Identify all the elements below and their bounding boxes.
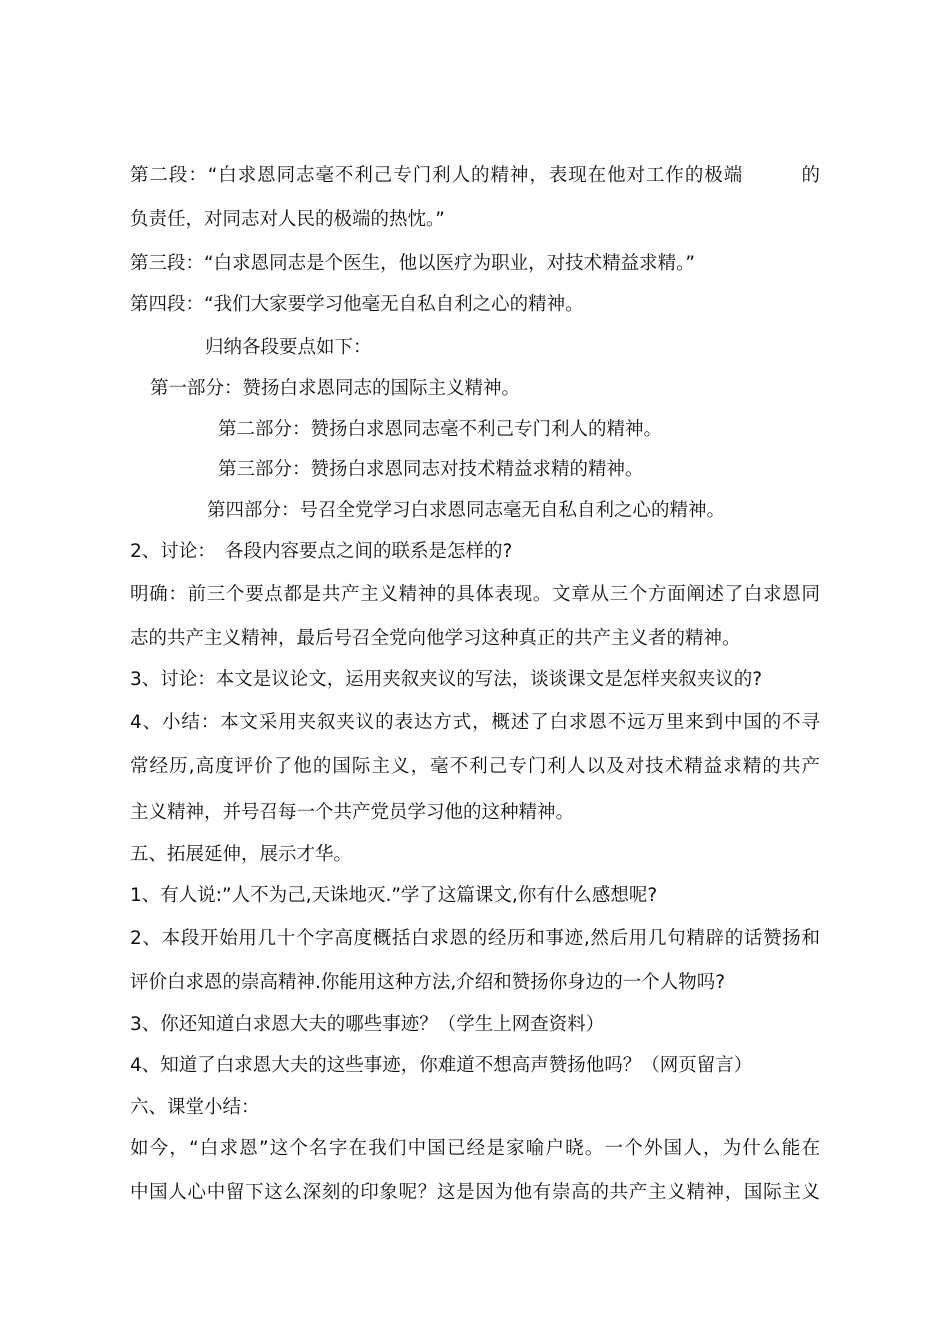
- extension-3: 3、你还知道白求恩大夫的哪些事迹？（学生上网查资料）: [130, 1014, 605, 1035]
- summary-line-1: 4、小结：本文采用夹叙夹议的表达方式，概述了白求恩不远万里来到中国的不寻: [130, 712, 820, 733]
- summary-heading: 归纳各段要点如下：: [205, 337, 372, 358]
- section-6-heading: 六、课堂小结：: [130, 1097, 260, 1118]
- extension-1: 1、有人说:”人不为己,天诛地灭.”学了这篇课文,你有什么感想呢?: [130, 885, 658, 906]
- part-4: 第四部分：号召全党学习白求恩同志毫无自私自利之心的精神。: [207, 500, 726, 521]
- extension-2-line-1: 2、本段开始用几十个字高度概括白求恩的经历和事迹,然后用几句精辟的话赞扬和: [130, 928, 820, 949]
- paragraph-4: 第四段：“我们大家要学习他毫无自私自利之心的精神。: [130, 294, 584, 315]
- part-3: 第三部分：赞扬白求恩同志对技术精益求精的精神。: [218, 459, 644, 480]
- extension-4: 4、知道了白求恩大夫的这些事迹，你难道不想高声赞扬他吗？（网页留言）: [130, 1055, 753, 1076]
- part-1: 第一部分：赞扬白求恩同志的国际主义精神。: [150, 378, 521, 399]
- paragraph-3: 第三段：“白求恩同志是个医生，他以医疗为职业，对技术精益求精。”: [130, 253, 695, 274]
- part-2: 第二部分：赞扬白求恩同志毫不利己专门利人的精神。: [218, 419, 663, 440]
- extension-2-line-2: 评价白求恩的崇高精神.你能用这种方法,介绍和赞扬你身边的一个人物吗?: [130, 972, 726, 993]
- summary-line-2: 常经历,高度评价了他的国际主义，毫不利己专门利人以及对技术精益求精的共产: [130, 756, 820, 777]
- conclusion-line-1: 如今，“白求恩”这个名字在我们中国已经是家喻户晓。一个外国人，为什么能在: [130, 1138, 820, 1159]
- discussion-3: 3、讨论：本文是议论文，运用夹叙夹议的写法，谈谈课文是怎样夹叙夹议的?: [130, 669, 763, 690]
- summary-line-3: 主义精神，并号召每一个共产党员学习他的这种精神。: [130, 802, 575, 823]
- paragraph-2-line-1: 第二段：“白求恩同志毫不利己专门利人的精神，表现在他对工作的极端 的: [130, 165, 820, 186]
- clarify-line-2: 志的共产主义精神，最后号召全党向他学习这种真正的共产主义者的精神。: [130, 628, 741, 649]
- section-5-heading: 五、拓展延伸，展示才华。: [130, 844, 353, 865]
- conclusion-line-2: 中国人心中留下这么深刻的印象呢？这是因为他有崇高的共产主义精神，国际主义: [130, 1182, 820, 1203]
- discussion-2: 2、讨论： 各段内容要点之间的联系是怎样的?: [130, 541, 513, 562]
- paragraph-2-line-2: 负责任，对同志对人民的极端的热忱。”: [130, 209, 445, 230]
- clarify-line-1: 明确：前三个要点都是共产主义精神的具体表现。文章从三个方面阐述了白求恩同: [130, 584, 820, 605]
